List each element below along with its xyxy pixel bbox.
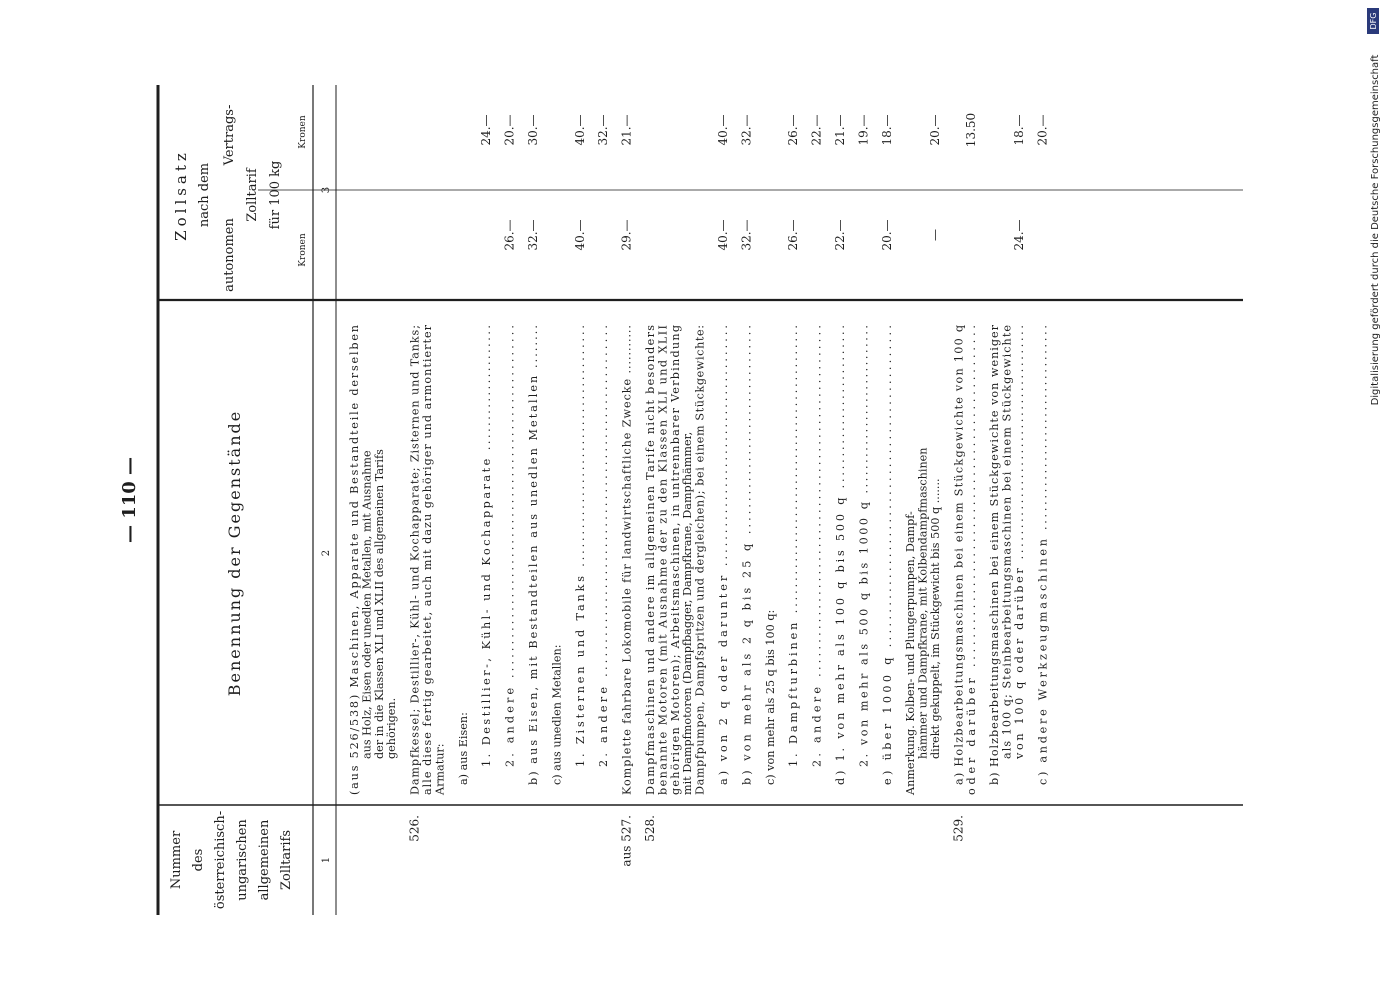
colnum-2: 2	[321, 549, 332, 557]
entry-text-line: der in die Klassen XLI und XLII des allgemeinen Tarifs	[372, 449, 386, 759]
treaty-rate: 30.—	[526, 114, 540, 146]
entry-text-line: (aus 526/538) Maschinen, Apparate und Bestandteile derselben	[348, 325, 361, 795]
treaty-rate: 18.—	[1012, 114, 1026, 146]
entry-text-line: aus Holz, Eisen oder unedlen Metallen, mit Ausnahme	[360, 450, 374, 759]
treaty-rate: 21.—	[833, 114, 847, 146]
entry-text-line: oder darüber ...............................................	[964, 324, 978, 795]
table-row	[988, 114, 1026, 785]
entry-text-line: Dampfmaschinen und andere im allgemeinen Tarife nicht besonders	[644, 325, 657, 795]
table-row	[620, 114, 634, 866]
col3-tariff: Zolltarif	[245, 168, 260, 222]
autonomous-rate: 26.—	[786, 219, 801, 251]
autonomous-rate: 32.—	[526, 219, 540, 251]
autonomous-rate: 20.—	[879, 219, 894, 251]
table-row	[526, 114, 540, 785]
entry-text-line: a) von 2 q oder darunter .....................................	[717, 324, 730, 785]
treaty-rate: 19.—	[856, 114, 871, 146]
entry-text-line: 2. von mehr als 500 q bis 1000 q ............................	[857, 325, 871, 767]
entry-number: 526.	[407, 815, 422, 842]
col1-header-line: allgemeinen	[257, 819, 272, 901]
entry-text-line: c) von mehr als 25 q bis 100 q:	[763, 609, 777, 785]
entry-text-line: Dampfpumpen, Dampfspritzen und dergleichen); bei einem Stückgewichte:	[693, 325, 707, 795]
entry-text-line: Komplette fahrbare Lokomobile für landwirtschaftliche Zwecke ...........	[620, 324, 634, 795]
table-row	[1035, 114, 1049, 785]
entry-text-line: 1. Destillier-, Kühl- und Kochapparate .....................	[480, 324, 494, 767]
entry-text-line: alle diese fertig gearbeitet, auch mit dazu gehöriger und armontierter	[421, 325, 434, 795]
col3-autonomous: autonomen	[222, 218, 237, 292]
table-group	[158, 85, 1243, 915]
table-row	[951, 113, 977, 842]
entry-text-line: 2. andere ....................................................	[597, 325, 611, 767]
entry-text-line: mit Dampfmotoren (Dampfbagger, Dampfkrane, Dampfhämmer,	[681, 431, 695, 795]
col3-header-sub: nach dem	[197, 162, 212, 228]
table-row	[348, 325, 398, 795]
entry-text-line: Dampfkessel; Destillier-, Kühl- und Kochapparate; Zisternen und Tanks;	[408, 325, 422, 795]
table-row	[596, 114, 610, 767]
col1-header-line: ungarischen	[235, 819, 250, 901]
entry-text-line: c) aus unedlen Metallen:	[550, 644, 564, 785]
entry-text-line: 2. andere ....................................................	[810, 325, 824, 767]
entry-text-line: b) aus Eisen, mit Bestandteilen aus unedlen Metallen ........	[527, 325, 540, 785]
entry-text-line: benannte Motoren (mit Ausnahme der zu den Klassen XLI und XLII	[656, 325, 670, 795]
entry-number: 528.	[643, 815, 657, 842]
table-row	[880, 114, 894, 785]
treaty-rate: 40.—	[572, 114, 587, 146]
entry-text-line: von 100 q oder darüber ......................................	[1013, 325, 1026, 759]
entry-text-line: gehörigen Motoren); Arbeitsmaschinen, in untrennbarer Verbindung	[668, 325, 682, 795]
table-row	[856, 114, 870, 767]
table-row	[550, 644, 563, 785]
table-row	[786, 114, 800, 767]
table-row	[457, 712, 470, 785]
col1-header	[169, 811, 294, 909]
treaty-rate: 32.—	[739, 114, 754, 146]
autonomous-rate: 26.—	[502, 219, 517, 251]
autonomous-rate: 40.—	[716, 219, 730, 251]
table-row	[764, 610, 777, 785]
treaty-rate: 32.—	[596, 114, 611, 146]
treaty-rate: 20.—	[502, 114, 517, 146]
table-row	[833, 114, 847, 785]
autonomous-rate: 32.—	[739, 219, 754, 251]
autonomous-rate: —	[928, 229, 942, 241]
table-row	[810, 114, 824, 767]
entry-number: aus 527.	[619, 815, 634, 867]
autonomous-rate: 40.—	[572, 219, 587, 251]
entry-text-line: d) 1. von mehr als 100 q bis 500 q ..........................	[834, 324, 847, 785]
entry-text-line: Armatur:	[433, 743, 447, 795]
autonomous-rate: 29.—	[619, 219, 634, 251]
table-rows	[348, 113, 1049, 867]
entry-text-line: gehörigen.	[385, 697, 399, 759]
treaty-rate: 40.—	[716, 114, 730, 146]
treaty-rate: 20.—	[928, 114, 942, 146]
entry-text-line: hämmer und Dampfkrane, mit Kolbendampfmaschinen	[916, 447, 930, 759]
treaty-rate: 13.50	[963, 112, 978, 148]
entry-text-line: a) Holzbearbeitungsmaschinen bei einem Stückgewichte von 100 q	[952, 325, 966, 785]
col1-header-line: des	[191, 848, 206, 872]
autonomous-rate: 22.—	[833, 219, 847, 251]
entry-text-line: 1. Zisternen und Tanks ......................................	[573, 324, 587, 767]
col3-header-title: Zollsatz	[172, 149, 190, 241]
treaty-rate: 22.—	[809, 114, 824, 146]
col3-treaty: Vertrags-	[222, 104, 237, 166]
treaty-rate: 24.—	[479, 114, 494, 146]
table-row	[716, 114, 730, 785]
digitization-note: Digitalisierung gefördert durch die Deutsche Forschungsgemeinschaft	[1370, 54, 1381, 406]
col1-header-line: Zolltarifs	[279, 829, 294, 891]
treaty-rate: 26.—	[786, 114, 801, 146]
entry-text-line: 1. Dampfturbinen .............................................	[787, 324, 801, 767]
table-row	[479, 114, 493, 767]
page-number: — 110 —	[119, 456, 140, 544]
colnum-1: 1	[321, 856, 332, 864]
entry-text-line: b) von mehr als 2 q bis 25 q ................................	[740, 325, 754, 785]
col1-header-line: Nummer	[169, 830, 184, 890]
table-row	[408, 324, 447, 841]
entry-text-line: e) über 1000 q ...............................................	[880, 325, 894, 785]
entry-text-line: b) Holzbearbeitungsmaschinen bei einem Stückgewichte von weniger	[988, 325, 1002, 785]
entry-text-line: a) aus Eisen:	[456, 712, 470, 785]
treaty-rate: 20.—	[1035, 114, 1050, 146]
table-row	[573, 114, 587, 767]
col3-currency-a: Kronen	[298, 233, 308, 267]
entry-text-line: als 100 q; Steinbearbeitungsmaschinen bei einem Stückgewichte	[1000, 325, 1014, 759]
entry-text-line: c) andere Werkzeugmaschinen .................................	[1036, 325, 1050, 785]
table-row	[643, 325, 707, 842]
autonomous-rate: 24.—	[1012, 219, 1026, 251]
col2-header: Benennung der Gegenstände	[225, 409, 244, 697]
entry-text-line: Anmerkung. Kolben- und Plungerpumpen, Dampf-	[904, 511, 918, 795]
col3-currency-b: Kronen	[298, 115, 308, 149]
treaty-rate: 21.—	[619, 114, 634, 146]
entry-text-line: 2. andere .....................................................	[503, 324, 517, 767]
col3-unit: für 100 kg	[268, 160, 283, 230]
entry-number: 529.	[951, 815, 966, 842]
entry-text-line: direkt gekuppelt, im Stückgewicht bis 500 q .......	[929, 478, 942, 759]
treaty-rate: 18.—	[879, 114, 894, 146]
col1-header-line: österreichisch-	[213, 810, 228, 910]
colnum-3: 3	[321, 186, 332, 194]
dfg-logo: DFG	[1369, 12, 1378, 30]
table-row	[503, 114, 517, 767]
table-row	[739, 114, 753, 785]
table-row	[904, 114, 942, 796]
